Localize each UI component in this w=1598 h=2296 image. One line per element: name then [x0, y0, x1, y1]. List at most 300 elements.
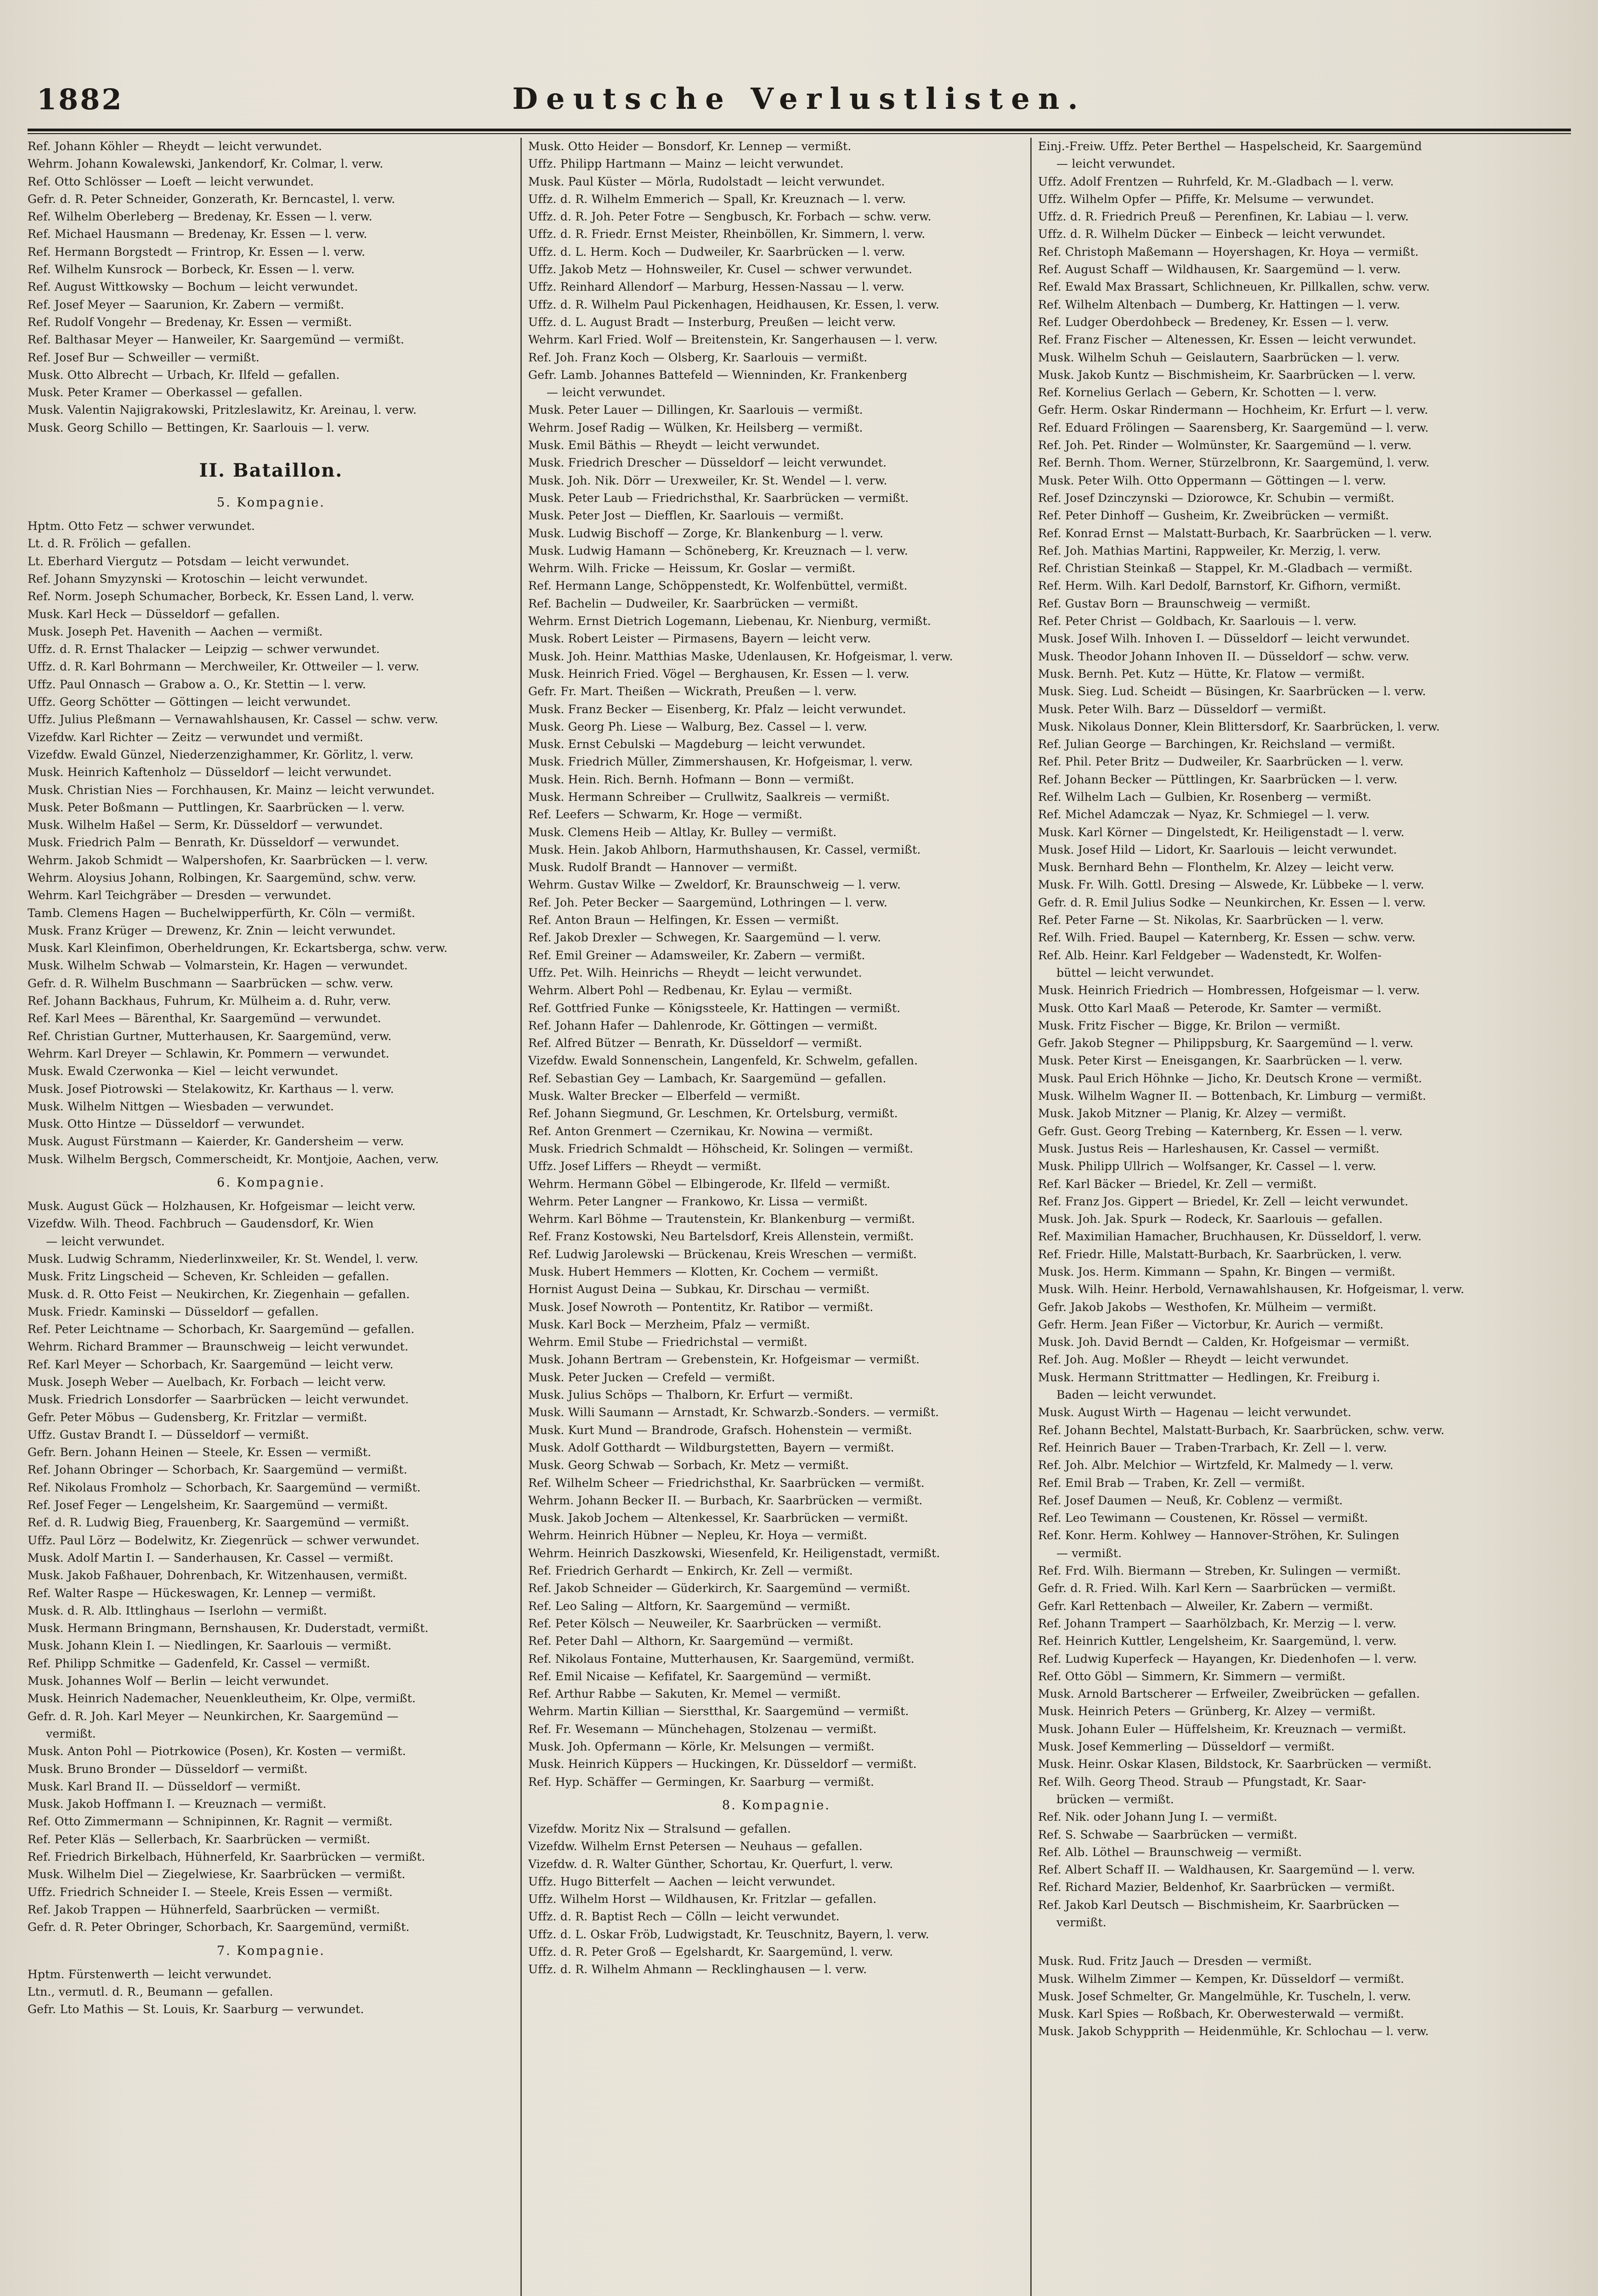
casualty-entry: Uffz. Josef Liffers — Rheydt — vermißt.: [528, 1159, 762, 1173]
casualty-entry: Ref. Johann Bechtel, Malstatt-Burbach, Kr. Saarbrücken, schw. verw.: [1038, 1423, 1445, 1437]
casualty-entry: Vizefdw. Moritz Nix — Stralsund — gefallen.: [528, 1822, 791, 1835]
casualty-entry: Musk. Justus Reis — Harleshausen, Kr. Cassel — vermißt.: [1038, 1142, 1380, 1155]
casualty-entry: Hptm. Otto Fetz — schwer verwundet.: [28, 519, 255, 533]
casualty-entry: Uffz. Hugo Bitterfelt — Aachen — leicht verwundet.: [528, 1874, 836, 1888]
casualty-entry: Musk. Ludwig Bischoff — Zorge, Kr. Blankenburg — l. verw.: [528, 526, 884, 540]
casualty-entry: Musk. Wilh. Heinr. Herbold, Vernawahlshausen, Kr. Hofgeismar, l. verw.: [1038, 1283, 1464, 1296]
casualty-entry: Ref. Alfred Bützer — Benrath, Kr. Düsseldorf — vermißt.: [528, 1036, 863, 1050]
casualty-entry: Wehrm. Richard Brammer — Braunschweig — leicht verwundet.: [28, 1340, 409, 1354]
casualty-entry: Musk. Heinrich Peters — Grünberg, Kr. Alzey — vermißt.: [1038, 1705, 1376, 1718]
casualty-entry: Vizefdw. Karl Richter — Zeitz — verwundet und vermißt.: [28, 730, 363, 744]
casualty-entry: Musk. Georg Schwab — Sorbach, Kr. Metz — vermißt.: [528, 1458, 849, 1472]
casualty-entry: Uffz. Wilhelm Opfer — Pfiffe, Kr. Melsume — verwundet.: [1038, 192, 1374, 206]
casualty-entry: Uffz. d. R. Wilhelm Ahmann — Recklinghausen — l. verw.: [528, 1963, 867, 1976]
casualty-entry: Musk. Friedrich Lonsdorfer — Saarbrücken — leicht verwundet.: [28, 1393, 409, 1407]
casualty-entry: Musk. Peter Wilh. Otto Oppermann — Göttingen — l. verw.: [1038, 473, 1386, 487]
casualty-entry: Musk. Rudolf Brandt — Hannover — vermißt.: [528, 861, 798, 874]
casualty-entry: Ref. Wilhelm Lach — Gulbien, Kr. Rosenberg — vermißt.: [1038, 790, 1372, 804]
casualty-entry: Ref. Peter Kläs — Sellerbach, Kr. Saarbrücken — vermißt.: [28, 1832, 371, 1846]
company-heading: 5. Kompagnie.: [217, 495, 325, 510]
casualty-entry: Musk. Heinrich Friedrich — Hombressen, Hofgeismar — l. verw.: [1038, 984, 1420, 997]
casualty-entry: Gefr. Jakob Stegner — Philippsburg, Kr. Saargemünd — l. verw.: [1038, 1036, 1414, 1050]
column-1: [28, 138, 514, 2296]
casualty-entry: Musk. Georg Ph. Liese — Walburg, Bez. Cassel — l. verw.: [528, 720, 868, 733]
column-3: [1038, 138, 1543, 2296]
casualty-entry: Wehrm. Hermann Göbel — Elbingerode, Kr. Ilfeld — vermißt.: [528, 1177, 891, 1191]
casualty-entry: Ref. Johann Backhaus, Fuhrum, Kr. Mülheim a. d. Ruhr, verw.: [28, 994, 391, 1008]
casualty-entry: Ref. Maximilian Hamacher, Bruchhausen, Kr. Düsseldorf, l. verw.: [1038, 1230, 1422, 1244]
casualty-entry: Musk. Otto Hintze — Düsseldorf — verwundet.: [28, 1117, 305, 1131]
casualty-entry: Musk. Hein. Rich. Bernh. Hofmann — Bonn — vermißt.: [528, 772, 854, 786]
casualty-entry: Musk. Johann Euler — Hüffelsheim, Kr. Kreuznach — vermißt.: [1038, 1722, 1406, 1736]
casualty-entry: Gefr. d. R. Emil Julius Sodke — Neunkirchen, Kr. Essen — l. verw.: [1038, 895, 1426, 909]
casualty-entry: Ref. Nik. oder Johann Jung I. — vermißt.: [1038, 1810, 1277, 1824]
casualty-entry: Ref. Joh. Albr. Melchior — Wirtzfeld, Kr. Malmedy — l. verw.: [1038, 1458, 1394, 1472]
casualty-entry: Musk. Heinrich Kaftenholz — Düsseldorf — leicht verwundet.: [28, 765, 392, 779]
casualty-entry: Musk. Adolf Martin I. — Sanderhausen, Kr. Cassel — vermißt.: [28, 1551, 394, 1564]
casualty-entry: Wehrm. Johann Kowalewski, Jankendorf, Kr. Colmar, l. verw.: [28, 157, 384, 171]
casualty-entry: Musk. Josef Piotrowski — Stelakowitz, Kr. Karthaus — l. verw.: [28, 1082, 394, 1096]
casualty-entry: Musk. Karl Kleinfimon, Oberheldrungen, Kr. Eckartsberga, schw. verw.: [28, 941, 448, 955]
casualty-entry: Musk. d. R. Alb. Ittlinghaus — Iserlohn — vermißt.: [28, 1604, 327, 1617]
casualty-entry: Musk. Willi Saumann — Arnstadt, Kr. Schwarzb.-Sonders. — vermißt.: [528, 1406, 939, 1419]
casualty-entry: Ref. Peter Leichtname — Schorbach, Kr. Saargemünd — gefallen.: [28, 1322, 415, 1336]
casualty-entry: Musk. Karl Körner — Dingelstedt, Kr. Heiligenstadt — l. verw.: [1038, 825, 1405, 839]
casualty-entry: Ref. Ewald Max Brassart, Schlichneuen, Kr. Pillkallen, schw. verw.: [1038, 280, 1430, 294]
casualty-entry: Gefr. d. R. Wilhelm Buschmann — Saarbrücken — schw. verw.: [28, 976, 394, 990]
casualty-entry: Musk. Jakob Jochem — Altenkessel, Kr. Saarbrücken — vermißt.: [528, 1511, 909, 1525]
casualty-entry: Musk. Heinrich Fried. Vögel — Berghausen, Kr. Essen — l. verw.: [528, 667, 909, 681]
casualty-entry: Uffz. d. R. Karl Bohrmann — Merchweiler, Kr. Ottweiler — l. verw.: [28, 660, 419, 674]
casualty-entry: Ref. Leo Tewimann — Coustenen, Kr. Rössel — vermißt.: [1038, 1511, 1368, 1525]
casualty-entry: Ref. Jakob Schneider — Güderkirch, Kr. Saargemünd — vermißt.: [528, 1581, 911, 1595]
casualty-entry: Ref. Friedrich Birkelbach, Hühnerfeld, Kr. Saarbrücken — vermißt.: [28, 1850, 425, 1864]
casualty-entry: Musk. Johannes Wolf — Berlin — leicht verwundet.: [28, 1674, 329, 1688]
column-2: [528, 138, 1024, 2296]
casualty-entry: Wehrm. Peter Langner — Frankowo, Kr. Lissa — vermißt.: [528, 1194, 868, 1208]
casualty-entry: Gefr. Fr. Mart. Theißen — Wickrath, Preußen — l. verw.: [528, 685, 857, 698]
casualty-entry: Ref. Julian George — Barchingen, Kr. Reichsland — vermißt.: [1038, 737, 1395, 751]
casualty-entry: Ref. Balthasar Meyer — Hanweiler, Kr. Saargemünd — vermißt.: [28, 333, 405, 347]
casualty-entry: Musk. Heinrich Küppers — Huckingen, Kr. Düsseldorf — vermißt.: [528, 1757, 917, 1771]
casualty-entry: Musk. Wilhelm Wagner II. — Bottenbach, Kr. Limburg — vermißt.: [1038, 1089, 1426, 1103]
casualty-entry: Uffz. Julius Pleßmann — Vernawahlshausen, Kr. Cassel — schw. verw.: [28, 713, 438, 726]
header-rule: [28, 129, 1571, 134]
casualty-entry: Musk. Johann Klein I. — Niedlingen, Kr. Saarlouis — vermißt.: [28, 1639, 392, 1653]
casualty-entry: Musk. Arnold Bartscherer — Erfweiler, Zweibrücken — gefallen.: [1038, 1687, 1420, 1701]
casualty-entry: Ref. Jakob Trappen — Hühnerfeld, Saarbrücken — vermißt.: [28, 1902, 380, 1916]
casualty-entry: Gefr. Herm. Oskar Rindermann — Hochheim, Kr. Erfurt — l. verw.: [1038, 403, 1429, 417]
casualty-entry: Ref. Wilhelm Scheer — Friedrichsthal, Kr. Saarbrücken — vermißt.: [528, 1476, 925, 1490]
casualty-entry: Musk. Friedr. Kaminski — Düsseldorf — gefallen.: [28, 1305, 319, 1318]
casualty-entry: Gefr. d. R. Peter Obringer, Schorbach, Kr. Saargemünd, vermißt.: [28, 1920, 410, 1934]
casualty-entry: Gefr. d. R. Joh. Karl Meyer — Neunkirchen, Kr. Saargemünd —: [28, 1709, 399, 1723]
casualty-entry: Ref. Otto Zimmermann — Schnipinnen, Kr. Ragnit — vermißt.: [28, 1815, 393, 1829]
casualty-entry: Musk. Rud. Fritz Jauch — Dresden — vermißt.: [1038, 1954, 1312, 1968]
casualty-entry: Ref. Otto Göbl — Simmern, Kr. Simmern — vermißt.: [1038, 1669, 1346, 1683]
casualty-entry: Musk. Karl Bock — Merzheim, Pfalz — vermißt.: [528, 1317, 810, 1331]
casualty-entry: Musk. Ewald Czerwonka — Kiel — leicht verwundet.: [28, 1064, 339, 1078]
casualty-entry: Ref. Wilhelm Altenbach — Dumberg, Kr. Hattingen — l. verw.: [1038, 298, 1400, 311]
casualty-entry: Musk. Hermann Strittmatter — Hedlingen, Kr. Freiburg i.: [1038, 1370, 1380, 1384]
casualty-entry-continuation: vermißt.: [46, 1727, 96, 1740]
casualty-entry: Musk. Wilhelm Schuh — Geislautern, Saarbrücken — l. verw.: [1038, 350, 1400, 364]
casualty-entry: Uffz. Friedrich Schneider I. — Steele, Kreis Essen — vermißt.: [28, 1885, 393, 1899]
casualty-entry: Gefr. d. R. Peter Schneider, Gonzerath, Kr. Berncastel, l. verw.: [28, 192, 395, 206]
casualty-entry: Musk. Bruno Bronder — Düsseldorf — vermißt.: [28, 1762, 308, 1776]
casualty-entry: Uffz. d. R. Baptist Rech — Cölln — leicht verwundet.: [528, 1910, 840, 1924]
column-divider: [1030, 138, 1032, 2296]
casualty-entry: Wehrm. Aloysius Johann, Rolbingen, Kr. Saargemünd, schw. verw.: [28, 871, 417, 884]
casualty-entry: Musk. Heinrich Nademacher, Neuenkleutheim, Kr. Olpe, vermißt.: [28, 1692, 416, 1705]
casualty-entry: Vizefdw. d. R. Walter Günther, Schortau, Kr. Querfurt, l. verw.: [528, 1857, 893, 1871]
casualty-entry: Musk. Peter Lauer — Dillingen, Kr. Saarlouis — vermißt.: [528, 403, 863, 417]
casualty-entry: Ref. Michel Adamczak — Nyaz, Kr. Schmiegel — l. verw.: [1038, 808, 1370, 822]
casualty-entry: Musk. Joh. Nik. Dörr — Urexweiler, Kr. St. Wendel — l. verw.: [528, 473, 887, 487]
casualty-entry: Uffz. d. R. Wilhelm Emmerich — Spall, Kr. Kreuznach — l. verw.: [528, 192, 906, 206]
casualty-entry: Musk. Peter Kramer — Oberkassel — gefallen.: [28, 386, 303, 400]
casualty-entry: Ref. Johann Smyzynski — Krotoschin — leicht verwundet.: [28, 572, 368, 585]
casualty-entry: Ref. Wilh. Georg Theod. Straub — Pfungstadt, Kr. Saar-: [1038, 1775, 1366, 1789]
casualty-entry: Ref. Kornelius Gerlach — Gebern, Kr. Schotten — l. verw.: [1038, 386, 1377, 400]
casualty-entry: Ref. Leefers — Schwarm, Kr. Hoge — vermißt.: [528, 808, 803, 822]
casualty-entry: Ref. Nikolaus Fontaine, Mutterhausen, Kr. Saargemünd, vermißt.: [528, 1652, 915, 1666]
casualty-entry: Musk. August Gück — Holzhausen, Kr. Hofgeismar — leicht verw.: [28, 1199, 416, 1213]
casualty-entry: Wehrm. Karl Fried. Wolf — Breitenstein, Kr. Sangerhausen — l. verw.: [528, 333, 938, 347]
casualty-entry: Musk. Johann Bertram — Grebenstein, Kr. Hofgeismar — vermißt.: [528, 1353, 920, 1367]
casualty-entry: Ref. Emil Greiner — Adamsweiler, Kr. Zabern — vermißt.: [528, 948, 865, 962]
casualty-entry: Ref. Peter Dahl — Althorn, Kr. Saargemünd — vermißt.: [528, 1634, 854, 1648]
casualty-entry: Ref. Philipp Schmitke — Gadenfeld, Kr. Cassel — vermißt.: [28, 1656, 370, 1670]
casualty-entry: Ref. Ludger Oberdohbeck — Bredeney, Kr. Essen — l. verw.: [1038, 315, 1389, 329]
casualty-entry: Uffz. Jakob Metz — Hohnsweiler, Kr. Cusel — schwer verwundet.: [528, 263, 913, 276]
casualty-entry: Musk. Joseph Pet. Havenith — Aachen — vermißt.: [28, 625, 323, 638]
casualty-entry: Ref. Albert Schaff II. — Waldhausen, Kr. Saargemünd — l. verw.: [1038, 1863, 1415, 1877]
casualty-entry: Ref. Ludwig Kuperfeck — Hayangen, Kr. Diedenhofen — l. verw.: [1038, 1652, 1417, 1666]
casualty-entry: Uffz. Pet. Wilh. Heinrichs — Rheydt — leicht verwundet.: [528, 966, 862, 979]
casualty-entry: Ref. Gottfried Funke — Königssteele, Kr. Hattingen — vermißt.: [528, 1001, 901, 1015]
casualty-entry: Musk. Walter Brecker — Elberfeld — vermißt.: [528, 1089, 801, 1103]
casualty-entry: Musk. Kurt Mund — Brandrode, Grafsch. Hohenstein — vermißt.: [528, 1423, 912, 1437]
casualty-entry: Musk. Jakob Kuntz — Bischmisheim, Kr. Saarbrücken — l. verw.: [1038, 368, 1416, 382]
casualty-entry: Musk. Bernhard Behn — Flonthelm, Kr. Alzey — leicht verw.: [1038, 861, 1395, 874]
casualty-entry: Musk. Clemens Heib — Altlay, Kr. Bulley — vermißt.: [528, 825, 837, 839]
casualty-entry: Musk. Josef Schmelter, Gr. Mangelmühle, Kr. Tuscheln, l. verw.: [1038, 1989, 1411, 2003]
casualty-entry: Hptm. Fürstenwerth — leicht verwundet.: [28, 1967, 272, 1981]
casualty-entry: Musk. Karl Heck — Düsseldorf — gefallen.: [28, 607, 280, 621]
casualty-entry: Wehrm. Emil Stube — Friedrichstal — vermißt.: [528, 1335, 807, 1349]
casualty-entry: Uffz. Wilhelm Horst — Wildhausen, Kr. Fritzlar — gefallen.: [528, 1892, 877, 1906]
casualty-entry: Tamb. Clemens Hagen — Buchelwipperfürth, Kr. Cöln — vermißt.: [28, 906, 416, 920]
casualty-entry: Musk. Joh. Opfermann — Körle, Kr. Melsungen — vermißt.: [528, 1740, 875, 1754]
casualty-entry: Ref. Johann Siegmund, Gr. Leschmen, Kr. Ortelsburg, vermißt.: [528, 1107, 898, 1120]
casualty-entry: Wehrm. Martin Killian — Sierstthal, Kr. Saargemünd — vermißt.: [528, 1705, 909, 1718]
casualty-entry: Musk. Wilhelm Haßel — Serm, Kr. Düsseldorf — verwundet.: [28, 818, 383, 832]
casualty-entry: Uffz. Gustav Brandt I. — Düsseldorf — vermißt.: [28, 1428, 309, 1441]
casualty-entry: Vizefdw. Ewald Sonnenschein, Langenfeld, Kr. Schwelm, gefallen.: [528, 1054, 918, 1068]
casualty-entry-continuation: Baden — leicht verwundet.: [1056, 1388, 1217, 1402]
casualty-entry: Ref. Jakob Drexler — Schwegen, Kr. Saargemünd — l. verw.: [528, 931, 881, 945]
casualty-entry: Wehrm. Heinrich Daszkowski, Wiesenfeld, Kr. Heiligenstadt, vermißt.: [528, 1546, 940, 1560]
casualty-entry: Ref. Norm. Joseph Schumacher, Borbeck, Kr. Essen Land, l. verw.: [28, 590, 415, 603]
casualty-entry: Gefr. Lamb. Johannes Battefeld — Wienninden, Kr. Frankenberg: [528, 368, 908, 382]
casualty-entry: Ref. Ludwig Jarolewski — Brückenau, Kreis Wreschen — vermißt.: [528, 1247, 917, 1261]
casualty-entry: Musk. Hermann Bringmann, Bernshausen, Kr. Duderstadt, vermißt.: [28, 1621, 429, 1635]
casualty-entry: Vizefdw. Ewald Günzel, Niederzenzighammer, Kr. Görlitz, l. verw.: [28, 748, 414, 761]
casualty-entry: Uffz. d. L. Oskar Fröb, Ludwigstadt, Kr. Teuschnitz, Bayern, l. verw.: [528, 1927, 930, 1941]
casualty-entry: Ref. Konrad Ernst — Malstatt-Burbach, Kr. Saarbrücken — l. verw.: [1038, 526, 1432, 540]
casualty-entry: Ltn., vermutl. d. R., Beumann — gefallen.: [28, 1985, 273, 1998]
casualty-entry: Musk. Franz Krüger — Drewenz, Kr. Znin — leicht verwundet.: [28, 923, 396, 937]
casualty-entry: Uffz. d. R. Friedr. Ernst Meister, Rheinböllen, Kr. Simmern, l. verw.: [528, 227, 926, 241]
company-heading: 7. Kompagnie.: [217, 1943, 325, 1958]
casualty-entry: Ref. Herm. Wilh. Karl Dedolf, Barnstorf, Kr. Gifhorn, vermißt.: [1038, 579, 1401, 593]
casualty-entry: Uffz. Paul Onnasch — Grabow a. O., Kr. Stettin — l. verw.: [28, 677, 366, 691]
casualty-entry: Musk. Franz Becker — Eisenberg, Kr. Pfalz — leicht verwundet.: [528, 702, 906, 716]
casualty-entry: Ref. Phil. Peter Britz — Dudweiler, Kr. Saarbrücken — l. verw.: [1038, 755, 1404, 769]
casualty-entry: Ref. Joh. Peter Becker — Saargemünd, Lothringen — l. verw.: [528, 895, 887, 909]
casualty-entry: Lt. d. R. Frölich — gefallen.: [28, 537, 192, 551]
casualty-entry: Musk. Friedrich Müller, Zimmershausen, Kr. Hofgeismar, l. verw.: [528, 755, 913, 769]
casualty-entry: Ref. Bachelin — Dudweiler, Kr. Saarbrücken — vermißt.: [528, 597, 858, 610]
casualty-entry: Musk. Wilhelm Nittgen — Wiesbaden — verwundet.: [28, 1099, 334, 1113]
casualty-entry: Ref. Franz Kostowski, Neu Bartelsdorf, Kreis Allenstein, vermißt.: [528, 1230, 914, 1244]
casualty-entry: Musk. August Wirth — Hagenau — leicht verwundet.: [1038, 1406, 1352, 1419]
casualty-entry: Musk. Joh. Heinr. Matthias Maske, Udenlausen, Kr. Hofgeismar, l. verw.: [528, 649, 953, 663]
casualty-entry: Musk. Hubert Hemmers — Klotten, Kr. Cochem — vermißt.: [528, 1265, 879, 1278]
casualty-entry: Wehrm. Wilh. Fricke — Heissum, Kr. Goslar — vermißt.: [528, 562, 856, 575]
casualty-entry: Ref. Johann Obringer — Schorbach, Kr. Saargemünd — vermißt.: [28, 1463, 407, 1477]
casualty-entry: Musk. Peter Wilh. Barz — Düsseldorf — vermißt.: [1038, 702, 1327, 716]
casualty-entry: Gefr. d. R. Fried. Wilh. Karl Kern — Saarbrücken — vermißt.: [1038, 1581, 1396, 1595]
casualty-entry: Ref. Peter Kölsch — Neuweiler, Kr. Saarbrücken — vermißt.: [528, 1616, 882, 1630]
page-header: [28, 73, 1571, 124]
casualty-entry: Ref. Franz Fischer — Altenessen, Kr. Essen — leicht verwundet.: [1038, 333, 1417, 347]
casualty-entry: Musk. Fr. Wilh. Gottl. Dresing — Alswede, Kr. Lübbeke — l. verw.: [1038, 878, 1424, 892]
casualty-entry-continuation: vermißt.: [1056, 1915, 1107, 1929]
casualty-entry: Lt. Eberhard Viergutz — Potsdam — leicht verwundet.: [28, 554, 350, 568]
casualty-entry: Musk. Josef Nowroth — Pontentitz, Kr. Ratibor — vermißt.: [528, 1300, 874, 1314]
casualty-entry: Ref. Friedrich Gerhardt — Enkirch, Kr. Zell — vermißt.: [528, 1564, 853, 1578]
casualty-entry: Ref. Wilh. Fried. Baupel — Katernberg, Kr. Essen — schw. verw.: [1038, 931, 1416, 945]
casualty-entry: Ref. Konr. Herm. Kohlwey — Hannover-Ströhen, Kr. Sulingen: [1038, 1529, 1400, 1542]
casualty-entry: Ref. Walter Raspe — Hückeswagen, Kr. Lennep — vermißt.: [28, 1586, 376, 1600]
casualty-entry: Uffz. Reinhard Allendorf — Marburg, Hessen-Nassau — l. verw.: [528, 280, 904, 294]
casualty-entry: Musk. Robert Leister — Pirmasens, Bayern — leicht verw.: [528, 632, 871, 646]
casualty-entry: Uffz. d. R. Friedrich Preuß — Perenfinen, Kr. Labiau — l. verw.: [1038, 210, 1409, 224]
casualty-entry: Wehrm. Josef Radig — Wülken, Kr. Heilsberg — vermißt.: [528, 421, 863, 434]
casualty-entry: Ref. S. Schwabe — Saarbrücken — vermißt.: [1038, 1828, 1298, 1841]
casualty-entry: Musk. Joseph Weber — Auelbach, Kr. Forbach — leicht verw.: [28, 1375, 386, 1389]
casualty-entry: Gefr. Jakob Jakobs — Westhofen, Kr. Mülheim — vermißt.: [1038, 1300, 1377, 1314]
casualty-entry: Musk. August Fürstmann — Kaierder, Kr. Gandersheim — verw.: [28, 1135, 404, 1148]
casualty-entry: Musk. Jakob Faßhauer, Dohrenbach, Kr. Witzenhausen, vermißt.: [28, 1569, 407, 1582]
casualty-entry: Musk. Josef Kemmerling — Düsseldorf — vermißt.: [1038, 1740, 1335, 1754]
casualty-entry: Wehrm. Karl Teichgräber — Dresden — verwundet.: [28, 889, 332, 902]
running-title: Deutsche Verlustlisten.: [512, 82, 1086, 116]
casualty-entry: Ref. Eduard Frölingen — Saarensberg, Kr. Saargemünd — l. verw.: [1038, 421, 1429, 434]
casualty-entry: Musk. Jakob Mitzner — Planig, Kr. Alzey — vermißt.: [1038, 1107, 1346, 1120]
casualty-entry: Wehrm. Heinrich Hübner — Nepleu, Kr. Hoya — vermißt.: [528, 1529, 868, 1542]
casualty-entry: Musk. Ernst Cebulski — Magdeburg — leicht verwundet.: [528, 737, 866, 751]
casualty-entry: Ref. Christian Gurtner, Mutterhausen, Kr. Saargemünd, verw.: [28, 1029, 392, 1043]
casualty-entry: Musk. Otto Heider — Bonsdorf, Kr. Lennep — vermißt.: [528, 140, 852, 153]
casualty-entry: Ref. Michael Hausmann — Bredenay, Kr. Essen — l. verw.: [28, 227, 367, 241]
casualty-entry: Ref. Alb. Heinr. Karl Feldgeber — Wadenstedt, Kr. Wolfen-: [1038, 948, 1382, 962]
casualty-entry: Uffz. d. R. Wilhelm Dücker — Einbeck — leicht verwundet.: [1038, 227, 1386, 241]
casualty-entry: Hornist August Deina — Subkau, Kr. Dirschau — vermißt.: [528, 1283, 870, 1296]
casualty-entry: Ref. Christoph Maßemann — Hoyershagen, Kr. Hoya — vermißt.: [1038, 245, 1419, 259]
casualty-entry: Ref. Leo Saling — Altforn, Kr. Saargemünd — vermißt.: [528, 1599, 851, 1613]
casualty-entry: Ref. Gustav Born — Braunschweig — vermißt.: [1038, 597, 1311, 610]
casualty-entry: Ref. Josef Feger — Lengelsheim, Kr. Saargemünd — vermißt.: [28, 1498, 388, 1512]
casualty-entry: Musk. Wilhelm Bergsch, Commerscheidt, Kr. Montjoie, Aachen, verw.: [28, 1152, 439, 1166]
casualty-entry: Uffz. Philipp Hartmann — Mainz — leicht verwundet.: [528, 157, 844, 171]
casualty-entry: Musk. Julius Schöps — Thalborn, Kr. Erfurt — vermißt.: [528, 1388, 853, 1402]
casualty-entry: Ref. Karl Bäcker — Briedel, Kr. Zell — vermißt.: [1038, 1177, 1317, 1191]
casualty-entry-continuation: — leicht verwundet.: [46, 1234, 165, 1248]
casualty-entry: Vizefdw. Wilh. Theod. Fachbruch — Gaudensdorf, Kr. Wien: [28, 1217, 374, 1231]
casualty-entry-continuation: brücken — vermißt.: [1056, 1792, 1174, 1806]
casualty-entry: Musk. Jos. Herm. Kimmann — Spahn, Kr. Bingen — vermißt.: [1038, 1265, 1396, 1278]
column-divider: [520, 138, 522, 2296]
casualty-entry: Musk. Theodor Johann Inhoven II. — Düsseldorf — schw. verw.: [1038, 649, 1410, 663]
casualty-entry: Ref. August Schaff — Wildhausen, Kr. Saargemünd — l. verw.: [1038, 263, 1401, 276]
casualty-entry: Wehrm. Gustav Wilke — Zweldorf, Kr. Braunschweig — l. verw.: [528, 878, 901, 892]
casualty-entry: Uffz. d. R. Wilhelm Paul Pickenhagen, Heidhausen, Kr. Essen, l. verw.: [528, 298, 940, 311]
casualty-entry: Gefr. Bern. Johann Heinen — Steele, Kr. Essen — vermißt.: [28, 1446, 372, 1459]
casualty-entry: Ref. Josef Meyer — Saarunion, Kr. Zabern — vermißt.: [28, 298, 344, 311]
casualty-entry: Ref. Arthur Rabbe — Sakuten, Kr. Memel — vermißt.: [528, 1687, 841, 1701]
casualty-entry: Gefr. Peter Möbus — Gudensberg, Kr. Fritzlar — vermißt.: [28, 1410, 367, 1424]
casualty-entry: Gefr. Karl Rettenbach — Alweiler, Kr. Zabern — vermißt.: [1038, 1599, 1373, 1613]
casualty-entry: Ref. Johann Becker — Püttlingen, Kr. Saarbrücken — l. verw.: [1038, 772, 1398, 786]
casualty-entry: Ref. Karl Mees — Bärenthal, Kr. Saargemünd — verwundet.: [28, 1012, 381, 1025]
casualty-entry: Musk. Friedrich Schmaldt — Höhscheid, Kr. Solingen — vermißt.: [528, 1142, 914, 1155]
casualty-entry: Ref. Joh. Mathias Martini, Rappweiler, Kr. Merzig, l. verw.: [1038, 544, 1381, 557]
casualty-entry: Ref. Anton Grenmert — Czernikau, Kr. Nowina — vermißt.: [528, 1124, 873, 1138]
casualty-entry: Musk. Wilhelm Zimmer — Kempen, Kr. Düsseldorf — vermißt.: [1038, 1972, 1405, 1986]
casualty-entry: Ref. Joh. Franz Koch — Olsberg, Kr. Saarlouis — vermißt.: [528, 350, 868, 364]
casualty-entry: Musk. Valentin Najigrakowski, Pritzleslawitz, Kr. Areinau, l. verw.: [28, 403, 417, 417]
casualty-entry: Uffz. d. R. Ernst Thalacker — Leipzig — schwer verwundet.: [28, 642, 380, 656]
casualty-entry: Musk. Georg Schillo — Bettingen, Kr. Saarlouis — l. verw.: [28, 421, 370, 434]
casualty-entry: Musk. Philipp Ullrich — Wolfsanger, Kr. Cassel — l. verw.: [1038, 1159, 1377, 1173]
casualty-entry: Musk. Josef Wilh. Inhoven I. — Düsseldorf — leicht verwundet.: [1038, 632, 1410, 646]
casualty-entry: Musk. Fritz Fischer — Bigge, Kr. Brilon — vermißt.: [1038, 1019, 1341, 1032]
casualty-entry: Ref. Joh. Aug. Moßler — Rheydt — leicht verwundet.: [1038, 1353, 1349, 1367]
casualty-entry: Ref. Peter Christ — Goldbach, Kr. Saarlouis — l. verw.: [1038, 614, 1357, 628]
casualty-entry: Wehrm. Albert Pohl — Redbenau, Kr. Eylau — vermißt.: [528, 984, 853, 997]
casualty-entry: Ref. Franz Jos. Gippert — Briedel, Kr. Zell — leicht verwundet.: [1038, 1194, 1409, 1208]
casualty-entry: Uffz. d. L. Herm. Koch — Dudweiler, Kr. Saarbrücken — l. verw.: [528, 245, 905, 259]
casualty-entry-continuation: — leicht verwundet.: [1056, 157, 1175, 171]
casualty-entry: Ref. Heinrich Kuttler, Lengelsheim, Kr. Saargemünd, l. verw.: [1038, 1634, 1397, 1648]
casualty-entry: Musk. Peter Laub — Friedrichsthal, Kr. Saarbrücken — vermißt.: [528, 491, 909, 505]
page-number: 1882: [37, 83, 124, 116]
casualty-entry: Musk. Paul Erich Höhnke — Jicho, Kr. Deutsch Krone — vermißt.: [1038, 1071, 1422, 1085]
casualty-entry: Gefr. Gust. Georg Trebing — Katernberg, Kr. Essen — l. verw.: [1038, 1124, 1403, 1138]
casualty-entry: Musk. Joh. Jak. Spurk — Rodeck, Kr. Saarlouis — gefallen.: [1038, 1212, 1383, 1226]
casualty-entry: Wehrm. Karl Böhme — Trautenstein, Kr. Blankenburg — vermißt.: [528, 1212, 915, 1226]
casualty-entry: Musk. Joh. David Berndt — Calden, Kr. Hofgeismar — vermißt.: [1038, 1335, 1410, 1349]
casualty-entry: Ref. Jakob Karl Deutsch — Bischmisheim, Kr. Saarbrücken —: [1038, 1898, 1400, 1912]
casualty-entry: Uffz. d. R. Joh. Peter Fotre — Sengbusch, Kr. Forbach — schw. verw.: [528, 210, 932, 224]
casualty-entry-continuation: — leicht verwundet.: [547, 386, 666, 400]
casualty-entry: Musk. Karl Spies — Roßbach, Kr. Oberwesterwald — vermißt.: [1038, 2007, 1404, 2021]
casualty-entry: Ref. Peter Farne — St. Nikolas, Kr. Saarbrücken — l. verw.: [1038, 913, 1384, 927]
casualty-entry: Musk. Anton Pohl — Piotrkowice (Posen), Kr. Kosten — vermißt.: [28, 1745, 406, 1758]
casualty-entry: Musk. Josef Hild — Lidort, Kr. Saarlouis — leicht verwundet.: [1038, 843, 1397, 856]
casualty-entry: Ref. Johann Köhler — Rheydt — leicht verwundet.: [28, 140, 322, 153]
section-heading: II. Bataillon.: [199, 460, 343, 482]
casualty-entry: Ref. Emil Brab — Traben, Kr. Zell — vermißt.: [1038, 1476, 1305, 1490]
casualty-entry: Ref. Johann Trampert — Saarhölzbach, Kr. Merzig — l. verw.: [1038, 1616, 1397, 1630]
casualty-entry: Ref. Christian Steinkaß — Stappel, Kr. M.-Gladbach — vermißt.: [1038, 562, 1413, 575]
casualty-entry: Musk. Fritz Lingscheid — Scheven, Kr. Schleiden — gefallen.: [28, 1270, 390, 1283]
casualty-entry: Musk. Paul Küster — Mörla, Rudolstadt — leicht verwundet.: [528, 174, 885, 188]
casualty-entry: Ref. Richard Mazier, Beldenhof, Kr. Saarbrücken — vermißt.: [1038, 1880, 1395, 1894]
casualty-entry: Uffz. Paul Lörz — Bodelwitz, Kr. Ziegenrück — schwer verwundet.: [28, 1533, 420, 1547]
casualty-entry: Uffz. d. R. Peter Groß — Egelshardt, Kr. Saargemünd, l. verw.: [528, 1945, 893, 1958]
casualty-entry: Musk. Heinr. Oskar Klasen, Bildstock, Kr. Saarbrücken — vermißt.: [1038, 1757, 1432, 1771]
casualty-entry: Ref. Karl Meyer — Schorbach, Kr. Saargemünd — leicht verw.: [28, 1357, 394, 1371]
spacer: [1038, 1931, 1543, 1953]
casualty-entry: Einj.-Freiw. Uffz. Peter Berthel — Haspelscheid, Kr. Saargemünd: [1038, 140, 1422, 153]
casualty-entry: Musk. Ludwig Hamann — Schöneberg, Kr. Kreuznach — l. verw.: [528, 544, 909, 557]
casualty-entry: Ref. Otto Schlösser — Loeft — leicht verwundet.: [28, 174, 314, 188]
casualty-entry: Musk. Hermann Schreiber — Crullwitz, Saalkreis — vermißt.: [528, 790, 890, 804]
casualty-entry: Ref. Hermann Lange, Schöppenstedt, Kr. Wolfenbüttel, vermißt.: [528, 579, 908, 593]
casualty-entry: Musk. Karl Brand II. — Düsseldorf — vermißt.: [28, 1779, 301, 1793]
casualty-entry: Musk. Nikolaus Donner, Klein Blittersdorf, Kr. Saarbrücken, l. verw.: [1038, 720, 1440, 733]
casualty-entry-continuation: — vermißt.: [1056, 1546, 1122, 1560]
casualty-entry: Uffz. d. L. August Bradt — Insterburg, Preußen — leicht verw.: [528, 315, 896, 329]
casualty-entry: Uffz. Adolf Frentzen — Ruhrfeld, Kr. M.-Gladbach — l. verw.: [1038, 174, 1394, 188]
casualty-entry: Ref. Fr. Wesemann — Münchehagen, Stolzenau — vermißt.: [528, 1722, 877, 1736]
casualty-entry: Musk. Emil Bäthis — Rheydt — leicht verwundet.: [528, 439, 820, 452]
casualty-entry: Ref. Alb. Löthel — Braunschweig — vermißt.: [1038, 1845, 1302, 1859]
casualty-entry: Musk. Peter Kirst — Eneisgangen, Kr. Saarbrücken — l. verw.: [1038, 1054, 1403, 1068]
casualty-entry: Musk. Jakob Hoffmann I. — Kreuznach — vermißt.: [28, 1797, 327, 1811]
casualty-entry: Musk. Ludwig Schramm, Niederlinxweiler, Kr. St. Wendel, l. verw.: [28, 1252, 418, 1266]
casualty-entry: Musk. Wilhelm Schwab — Volmarstein, Kr. Hagen — verwundet.: [28, 959, 408, 973]
casualty-entry: Ref. Johann Hafer — Dahlenrode, Kr. Göttingen — vermißt.: [528, 1019, 878, 1032]
casualty-entry: Ref. Peter Dinhoff — Gusheim, Kr. Zweibrücken — vermißt.: [1038, 509, 1389, 523]
casualty-entry: Musk. Peter Jucken — Crefeld — vermißt.: [528, 1370, 775, 1384]
casualty-entry: Ref. Frd. Wilh. Biermann — Streben, Kr. Sulingen — vermißt.: [1038, 1564, 1401, 1578]
casualty-entry: Ref. d. R. Ludwig Bieg, Frauenberg, Kr. Saargemünd — vermißt.: [28, 1516, 410, 1530]
casualty-entry: Wehrm. Ernst Dietrich Logemann, Liebenau, Kr. Nienburg, vermißt.: [528, 614, 932, 628]
casualty-entry: Musk. Otto Karl Maaß — Peterode, Kr. Samter — vermißt.: [1038, 1001, 1382, 1015]
company-heading: 8. Kompagnie.: [722, 1798, 830, 1812]
casualty-entry: Ref. Wilhelm Kunsrock — Borbeck, Kr. Essen — l. verw.: [28, 263, 355, 276]
company-heading: 6. Kompagnie.: [217, 1176, 325, 1190]
casualty-entry: Wehrm. Johann Becker II. — Burbach, Kr. Saarbrücken — vermißt.: [528, 1493, 923, 1507]
casualty-entry: Musk. Christian Nies — Forchhausen, Kr. Mainz — leicht verwundet.: [28, 783, 435, 797]
casualty-entry: Ref. Josef Bur — Schweiller — vermißt.: [28, 350, 260, 364]
casualty-entry: Musk. Friedrich Drescher — Düsseldorf — leicht verwundet.: [528, 456, 887, 470]
casualty-entry: Ref. Josef Daumen — Neuß, Kr. Coblenz — vermißt.: [1038, 1493, 1343, 1507]
casualty-entry: Vizefdw. Wilhelm Ernst Petersen — Neuhaus — gefallen.: [528, 1840, 863, 1853]
casualty-entry: Musk. Adolf Gotthardt — Wildburgstetten, Bayern — vermißt.: [528, 1441, 894, 1454]
casualty-entry: Uffz. Georg Schötter — Göttingen — leicht verwundet.: [28, 695, 351, 709]
casualty-entry-continuation: büttel — leicht verwundet.: [1056, 966, 1214, 979]
casualty-entry: Musk. Jakob Schypprith — Heidenmühle, Kr. Schlochau — l. verw.: [1038, 2025, 1429, 2038]
casualty-entry: Musk. Otto Albrecht — Urbach, Kr. Ilfeld — gefallen.: [28, 368, 340, 382]
casualty-entry: Musk. Peter Jost — Diefflen, Kr. Saarlouis — vermißt.: [528, 509, 844, 523]
casualty-entry: Musk. Sieg. Lud. Scheidt — Büsingen, Kr. Saarbrücken — l. verw.: [1038, 685, 1426, 698]
